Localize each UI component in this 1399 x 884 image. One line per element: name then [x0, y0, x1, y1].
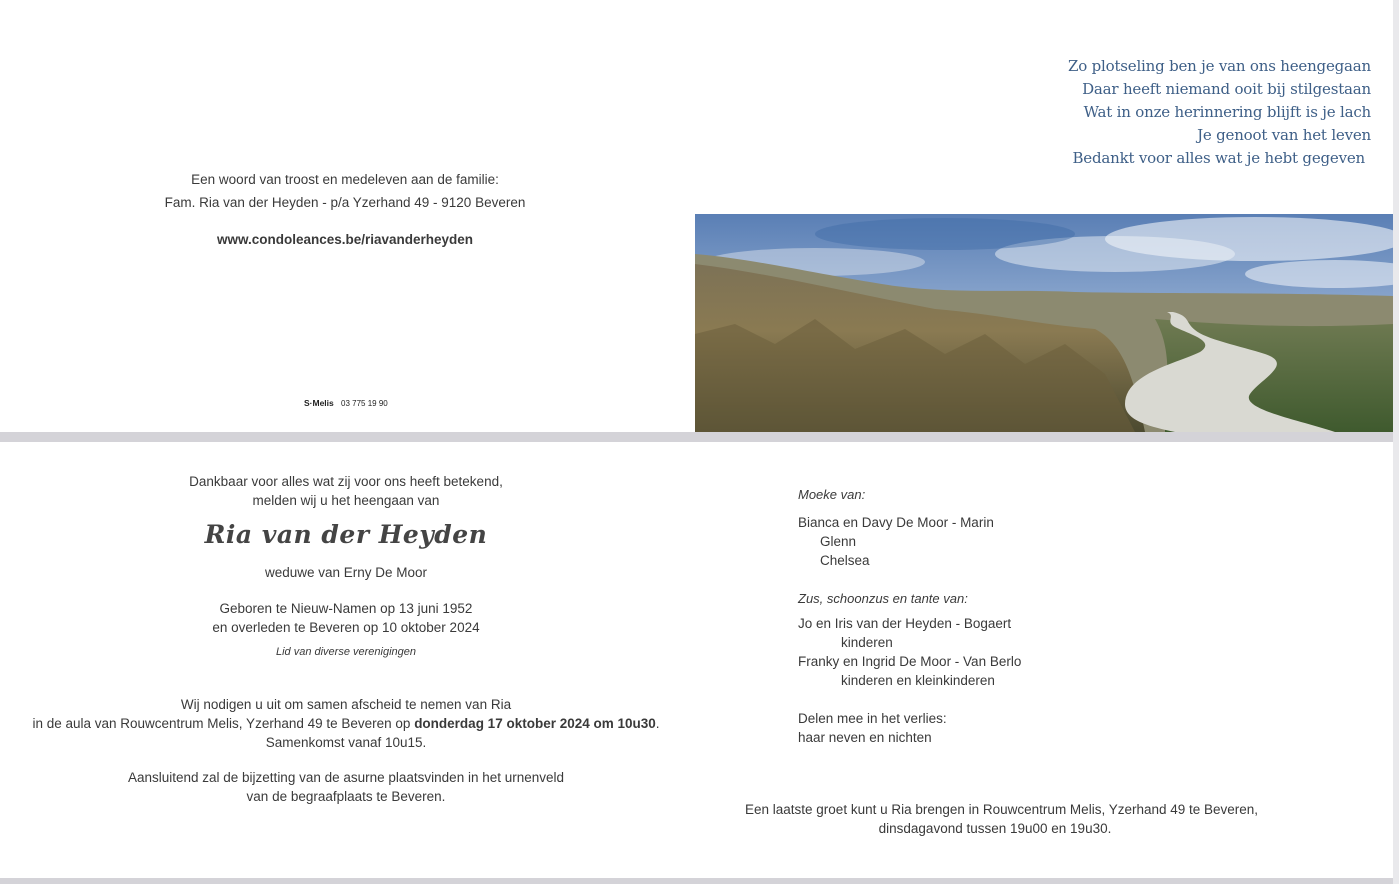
condolence-line: Een woord van troost en medeleven aan de familie: — [191, 172, 499, 187]
condolence-block — [120, 168, 570, 251]
page-edge — [1393, 0, 1399, 884]
ceremony-datetime: donderdag 17 oktober 2024 om 10u30 — [414, 716, 656, 731]
intro-line: melden wij u het heengaan van — [252, 493, 440, 508]
funeral-home-logo — [304, 398, 388, 408]
membership-line: Lid van diverse verenigingen — [275, 646, 417, 658]
family-member: Bianca en Davy De Moor - Marin — [798, 515, 994, 530]
family-list — [798, 485, 1021, 747]
family-member: kinderen en kleinkinderen — [841, 673, 995, 688]
poem-line: Zo plotseling ben je van ons heengegaan — [1068, 57, 1371, 75]
burial-line: van de begraafplaats te Beveren. — [246, 789, 446, 804]
card-inner-page — [0, 442, 1393, 878]
widow-line: weduwe van Erny De Moor — [264, 565, 428, 580]
poem-line: Je genoot van het leven — [1197, 126, 1371, 144]
dune-path-photo — [695, 214, 1393, 432]
poem-line: Wat in onze herinnering blijft is je lach — [1083, 103, 1371, 121]
invitation-period: . — [655, 716, 660, 731]
visitation-line: dinsdagavond tussen 19u00 en 19u30. — [878, 821, 1112, 836]
visitation-block — [745, 800, 1259, 838]
deceased-name: Ria van der Heyden — [204, 520, 488, 549]
death-line: en overleden te Beveren op 10 oktober 2024 — [212, 620, 480, 635]
intro-line: Dankbaar voor alles wat zij voor ons heeft betekend, — [189, 474, 503, 489]
family-member: Franky en Ingrid De Moor - Van Berlo — [798, 654, 1022, 669]
condolence-address: Fam. Ria van der Heyden - p/a Yzerhand 49 - 9120 Beveren — [164, 195, 526, 210]
poem-line: Bedankt voor alles wat je hebt gegeven — [1072, 149, 1365, 167]
birth-line: Geboren te Nieuw-Namen op 13 juni 1952 — [219, 601, 473, 616]
visitation-line: Een laatste groet kunt u Ria brengen in Rouwcentrum Melis, Yzerhand 49 te Beveren, — [745, 802, 1259, 817]
widow-line-block — [96, 563, 596, 582]
card-outer-page — [0, 0, 1393, 432]
deceased-name-block — [96, 520, 596, 549]
family-member: Chelsea — [820, 553, 870, 568]
family-member: haar neven en nichten — [798, 730, 932, 745]
family-member: Glenn — [820, 534, 857, 549]
poem-line: Daar heeft niemand ooit bij stilgestaan — [1082, 80, 1371, 98]
invitation-block — [20, 695, 672, 752]
family-member: Jo en Iris van der Heyden - Bogaert — [798, 616, 1012, 631]
life-dates — [96, 599, 596, 662]
condolence-url[interactable]: www.condoleances.be/riavanderheyden — [216, 232, 474, 247]
funeral-home-phone: 03 775 19 90 — [341, 399, 388, 408]
family-member: kinderen — [841, 635, 893, 650]
invitation-location: in de aula van Rouwcentrum Melis, Yzerhand 49 te Beveren op — [32, 716, 415, 731]
landscape-image — [695, 214, 1393, 432]
mother-of-heading: Moeke van: — [798, 487, 866, 502]
poem — [1068, 55, 1371, 170]
gathering-line: Samenkomst vanaf 10u15. — [265, 735, 427, 750]
burial-line: Aansluitend zal de bijzetting van de asurne plaatsvinden in het urnenveld — [127, 770, 565, 785]
invitation-line: Wij nodigen u uit om samen afscheid te nemen van Ria — [180, 697, 512, 712]
share-heading: Delen mee in het verlies: — [798, 711, 947, 726]
funeral-home-brand: S·Melis — [304, 398, 334, 408]
sister-of-heading: Zus, schoonzus en tante van: — [798, 591, 968, 606]
burial-block — [96, 768, 596, 806]
announcement-intro — [96, 472, 596, 510]
invitation-line — [20, 714, 672, 733]
